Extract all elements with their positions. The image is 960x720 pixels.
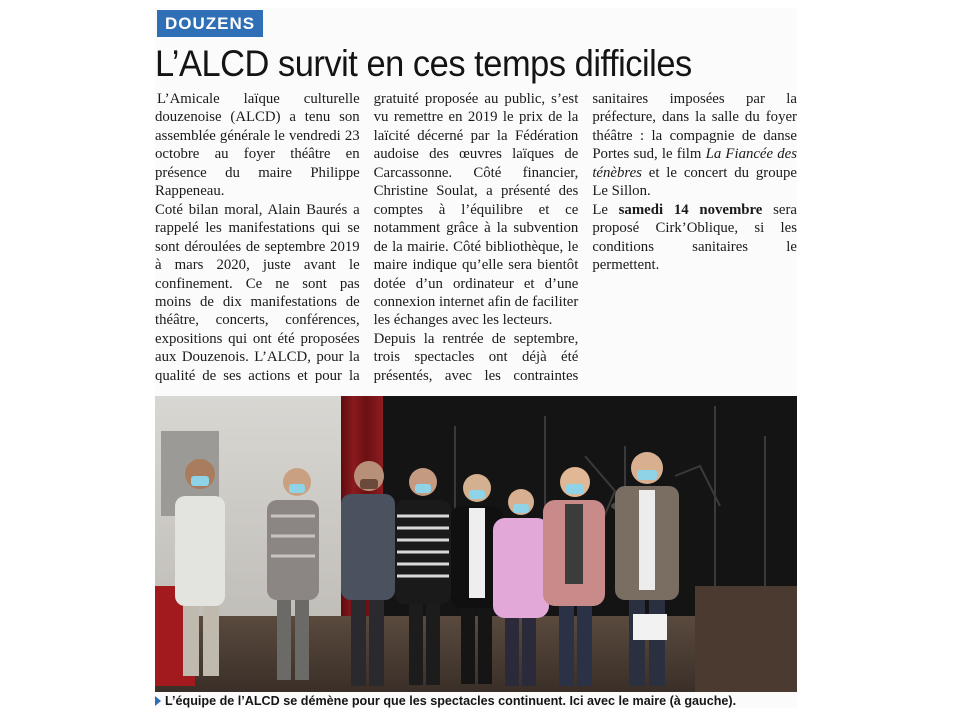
paragraph-spectacles-start: Depuis la rentrée de septembre, trois spectacles ont déjà été présentés, avec les contraintes sanitaires imposées par la préfecture, dans la salle du foyer théâtre : la compagnie de danse Portes sud, le film <box>373 91 797 384</box>
stage-front <box>695 586 797 692</box>
paragraph-spectacles-end: et le concert du groupe Le Sillon. <box>592 164 797 200</box>
newspaper-clipping <box>155 8 797 708</box>
paragraph-next-event <box>592 201 797 275</box>
section-tag: DOUZENS <box>157 10 263 37</box>
caption-marker-icon <box>155 696 161 706</box>
paragraph-next-end: sera proposé Cirk’Oblique, si les conditions sanitaires le permettent. <box>592 201 797 274</box>
event-date: samedi 14 novembre <box>618 201 763 218</box>
film-title: La Fiancée des ténèbres <box>592 146 797 181</box>
caption-text: L’équipe de l’ALCD se démène pour que les spectacles continuent. Ici avec le maire (à gauche). <box>165 694 737 708</box>
article-headline: L’ALCD survit en ces temps difficiles <box>155 43 692 84</box>
paragraph-next-start: Le <box>592 201 619 218</box>
paragraph-intro: L’Amicale laïque culturelle douzenoise (ALCD) a tenu son assemblée générale le vendredi 23 octobre au foyer théâtre en présence du maire Philippe Rappeneau. <box>155 91 360 200</box>
article-body <box>155 90 797 395</box>
group-photo-illustration <box>155 396 797 692</box>
group-photo <box>155 396 797 692</box>
paragraph-bilan: Coté bilan moral, Alain Baurés a rappelé les manifestations qui se sont déroulées de septembre 2019 à mars 2020, juste avant le confinement. Ce ne sont pas moins de dix manifestations de théâtre, concerts, conférences, expositions qui ont été proposées aux Douzenois. L’ALCD, pour la qualité de ses actions et pour la gratuité proposée au public, s’est vu remettre en 2019 le prix de la laïcité décerné par la Fédération audoise des œuvres laïques de Carcassonne. Côté financier, Christine Soulat, a présenté des comptes à l’équilibre et ce notamment grâce à la subvention de la mairie. Côté bibliothèque, le maire indique qu’elle sera bientôt dotée d’un ordinateur et d’une connexion internet afin de faciliter les échanges avec les lecteurs. <box>155 91 579 384</box>
photo-caption <box>155 693 797 709</box>
